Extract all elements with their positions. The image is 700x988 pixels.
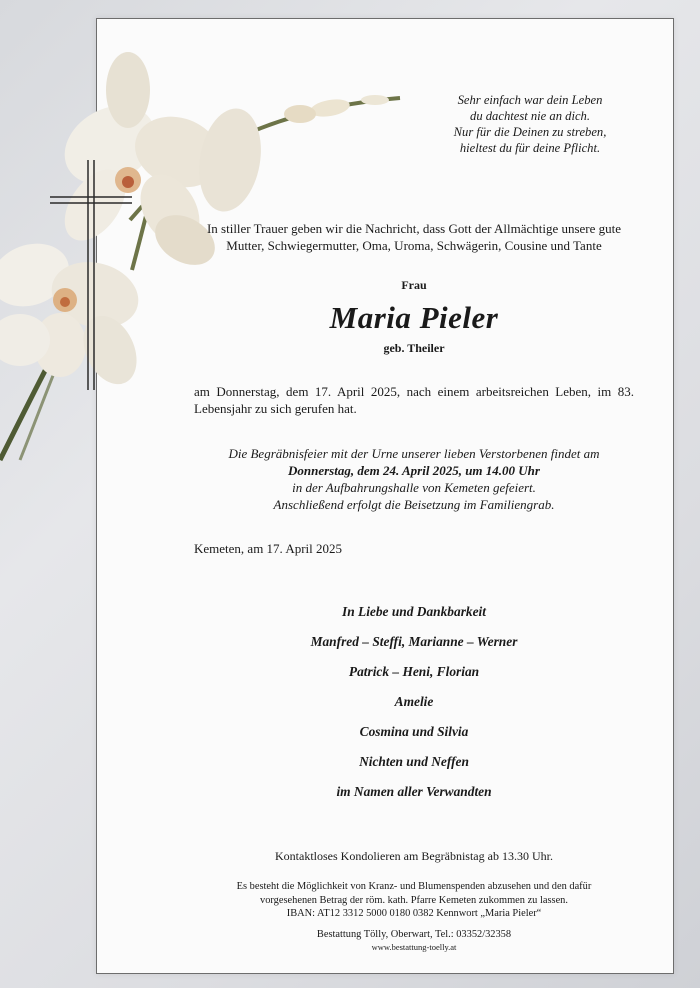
family-line: Nichten und Neffen (359, 754, 469, 769)
announcement-intro (194, 220, 634, 254)
family-line: Patrick – Heni, Florian (348, 664, 480, 679)
funeral-home-website: www.bestattung-toelly.at (371, 942, 457, 952)
donation-line: vorgesehenen Betrag der röm. kath. Pfarre Kemeten zukommen zu lassen. (260, 894, 568, 906)
intro-line: Mutter, Schwiegermutter, Oma, Uroma, Schwägerin, Cousine und Tante (226, 238, 602, 253)
funeral-home-contact: Bestattung Tölly, Oberwart, Tel.: 03352/32358 (316, 929, 512, 940)
family-line: In Liebe und Dankbarkeit (342, 604, 486, 619)
donation-iban: IBAN: AT12 3312 5000 0180 0382 Kennwort „Maria Pieler“ (286, 908, 542, 919)
funeral-line: Die Begräbnisfeier mit der Urne unserer lieben Verstorbenen findet am (228, 446, 600, 461)
poem-line: Sehr einfach war dein Leben (457, 93, 603, 107)
poem-line: hieltest du für deine Pflicht. (459, 141, 601, 155)
place-date: Kemeten, am 17. April 2025 (194, 541, 343, 556)
funeral-line: Anschließend erfolgt die Beisetzung im Familiengrab. (273, 497, 555, 512)
poem-line: Nur für die Deinen zu streben, (453, 125, 607, 139)
orchid-image (0, 40, 420, 500)
memorial-poem (400, 92, 660, 156)
family-signatures (194, 603, 634, 813)
birth-name: geb. Theiler (383, 341, 445, 355)
deceased-name: Maria Pieler (329, 300, 499, 335)
donation-line: Es besteht die Möglichkeit von Kranz- und Blumenspenden abzusehen und den dafür (236, 881, 592, 892)
salutation: Frau (401, 278, 427, 292)
donation-note (194, 880, 634, 921)
family-line: im Namen aller Verwandten (336, 784, 492, 799)
condolence-note: Kontaktloses Kondolieren am Begräbnistag ab 13.30 Uhr. (275, 849, 553, 863)
family-line: Cosmina und Silvia (359, 724, 469, 739)
funeral-line: in der Aufbahrungshalle von Kemeten gefeiert. (292, 480, 536, 495)
death-notice: am Donnerstag, dem 17. April 2025, nach einem arbeitsreichen Leben, im 83. Lebensjahr zu sich gerufen hat. (194, 384, 634, 416)
poem-line: du dachtest nie an dich. (470, 109, 590, 123)
family-line: Manfred – Steffi, Marianne – Werner (310, 634, 518, 649)
funeral-home-info (194, 928, 634, 954)
funeral-date-time: Donnerstag, dem 24. April 2025, um 14.00 Uhr (288, 463, 540, 478)
family-line: Amelie (394, 694, 434, 709)
intro-line: In stiller Trauer geben wir die Nachricht, dass Gott der Allmächtige unsere gute (206, 221, 622, 236)
funeral-details (180, 445, 648, 513)
